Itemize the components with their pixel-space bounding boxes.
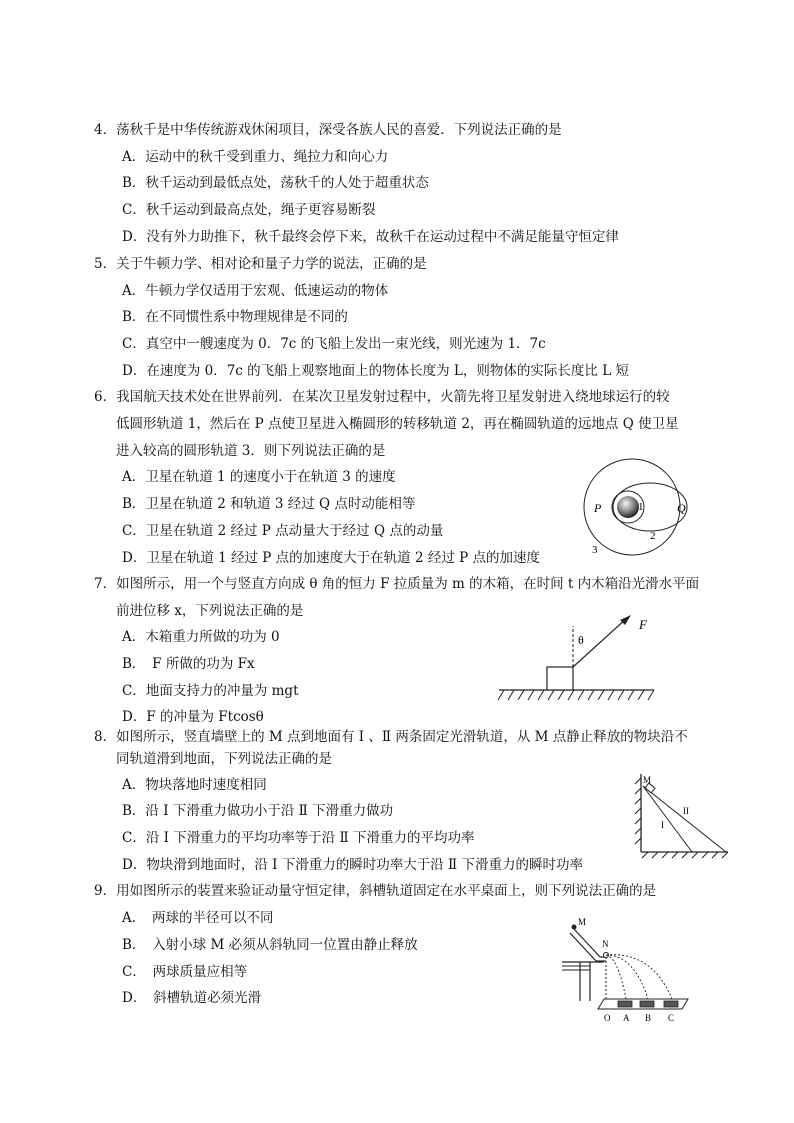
question-8-option-a: A．物块落地时速度相同 (122, 777, 267, 793)
question-8-stem-line-1: 8．如图所示，竖直墙壁上的 M 点到地面有 Ⅰ 、Ⅱ 两条固定光滑轨道，从 M 点静止释放的物块沿不 (94, 729, 688, 745)
orbit-label-3: 3 (592, 544, 598, 556)
label-b: B (645, 1013, 652, 1023)
orbit-label-1: 1 (638, 501, 644, 513)
label-c: C (668, 1013, 675, 1023)
incline-tracks-diagram (626, 768, 732, 860)
question-6-option-a: A．卫星在轨道 1 的速度小于在轨道 3 的速度 (122, 469, 396, 485)
track-label-two: II (683, 806, 689, 816)
momentum-apparatus-diagram (560, 915, 700, 1025)
ball-m (572, 925, 577, 930)
question-4-option-d: D．没有外力助推下，秋千最终会停下来，故秋千在运动过程中不满足能量守恒定律 (122, 229, 619, 245)
orbit-label-p: P (594, 501, 602, 515)
label-o: O (604, 1013, 611, 1023)
question-7-stem-line-2: 前进位移 x，下列说法正确的是 (116, 603, 304, 619)
question-4-option-b: B．秋千运动到最低点处，荡秋千的人处于超重状态 (122, 175, 429, 191)
question-8-option-d: D．物块滑到地面时，沿 Ⅰ 下滑重力的瞬时功率大于沿 Ⅱ 下滑重力的瞬时功率 (122, 857, 583, 873)
question-6-stem-line-1: 6．我国航天技术处在世界前列．在某次卫星发射过程中，火箭先将卫星发射进入绕地球运行的较 (94, 389, 670, 405)
question-4-option-c: C．秋千运动到最高点处，绳子更容易断裂 (122, 202, 376, 218)
question-9-option-a: A． 两球的半径可以不同 (122, 910, 274, 926)
wooden-box (547, 667, 573, 690)
question-4-option-a: A．运动中的秋千受到重力、绳拉力和向心力 (122, 149, 389, 165)
question-5-option-c: C．真空中一艘速度为 0．7c 的飞船上发出一束光线，则光速为 1．7c (122, 336, 546, 352)
trajectory-a (606, 955, 626, 999)
question-6-option-c: C．卫星在轨道 2 经过 P 点动量大于经过 Q 点的动量 (122, 523, 444, 539)
ground-hatching (642, 852, 728, 858)
question-7-option-a: A．木箱重力所做的功为 0 (122, 629, 280, 645)
orbit-diagram (570, 455, 700, 565)
question-7-option-c: C．地面支持力的冲量为 mgt (122, 683, 299, 699)
label-n: N (602, 939, 609, 949)
question-6-stem-line-2: 低圆形轨道 1，然后在 P 点使卫星进入椭圆形的转移轨道 2，再在椭圆轨道的远地点 Q 使卫星 (116, 416, 679, 432)
question-7-stem-line-1: 7．如图所示，用一个与竖直方向成 θ 角的恒力 F 拉质量为 m 的木箱，在时间 t 内木箱沿光滑水平面 (94, 576, 700, 592)
track-label-m: M (643, 775, 652, 785)
question-6-option-d: D．卫星在轨道 1 经过 P 点的加速度大于在轨道 2 经过 P 点的加速度 (122, 550, 540, 566)
label-a: A (623, 1013, 630, 1023)
question-6-option-b: B．卫星在轨道 2 和轨道 3 经过 Q 点时动能相等 (122, 496, 416, 512)
question-9-option-b: B． 入射小球 M 必须从斜轨同一位置由静止释放 (122, 937, 418, 953)
angle-label-theta: θ (578, 633, 584, 647)
box-force-diagram (494, 612, 664, 707)
question-4-stem: 4．荡秋千是中华传统游戏休闲项目，深受各族人民的喜爱．下列说法正确的是 (94, 122, 562, 138)
question-7-option-b: B． F 所做的功为 Fx (122, 656, 255, 672)
force-label-f: F (639, 617, 647, 632)
earth-icon (617, 496, 639, 518)
question-5-stem: 5．关于牛顿力学、相对论和量子力学的说法，正确的是 (94, 256, 427, 272)
label-m: M (578, 917, 587, 927)
question-8-option-b: B．沿 Ⅰ 下滑重力做功小于沿 Ⅱ 下滑重力做功 (122, 803, 394, 819)
question-9-option-c: C． 两球质量应相等 (122, 964, 248, 980)
track-label-one: I (661, 820, 664, 830)
ground-hatching (498, 690, 654, 700)
question-6-stem-line-3: 进入较高的圆形轨道 3．则下列说法正确的是 (116, 443, 386, 459)
wall-hatching (635, 778, 641, 844)
orbit-label-2: 2 (650, 530, 656, 542)
question-5-option-b: B．在不同惯性系中物理规律是不同的 (122, 309, 348, 325)
question-9-stem: 9．用如图所示的装置来验证动量守恒定律，斜槽轨道固定在水平桌面上，则下列说法正确的是 (94, 883, 657, 899)
question-8-option-c: C．沿 Ⅰ 下滑重力的平均功率等于沿 Ⅱ 下滑重力的平均功率 (122, 830, 475, 846)
question-7-option-d: D．F 的冲量为 Ftcosθ (122, 709, 264, 725)
question-5-option-d: D．在速度为 0．7c 的飞船上观察地面上的物体长度为 L，则物体的实际长度比 L 短 (122, 363, 629, 379)
question-8-stem-line-2: 同轨道滑到地面，下列说法正确的是 (116, 751, 332, 767)
question-9-option-d: D． 斜槽轨道必须光滑 (122, 990, 262, 1006)
orbit-label-q: Q (677, 501, 686, 515)
question-5-option-a: A．牛顿力学仅适用于宏观、低速运动的物体 (122, 283, 389, 299)
